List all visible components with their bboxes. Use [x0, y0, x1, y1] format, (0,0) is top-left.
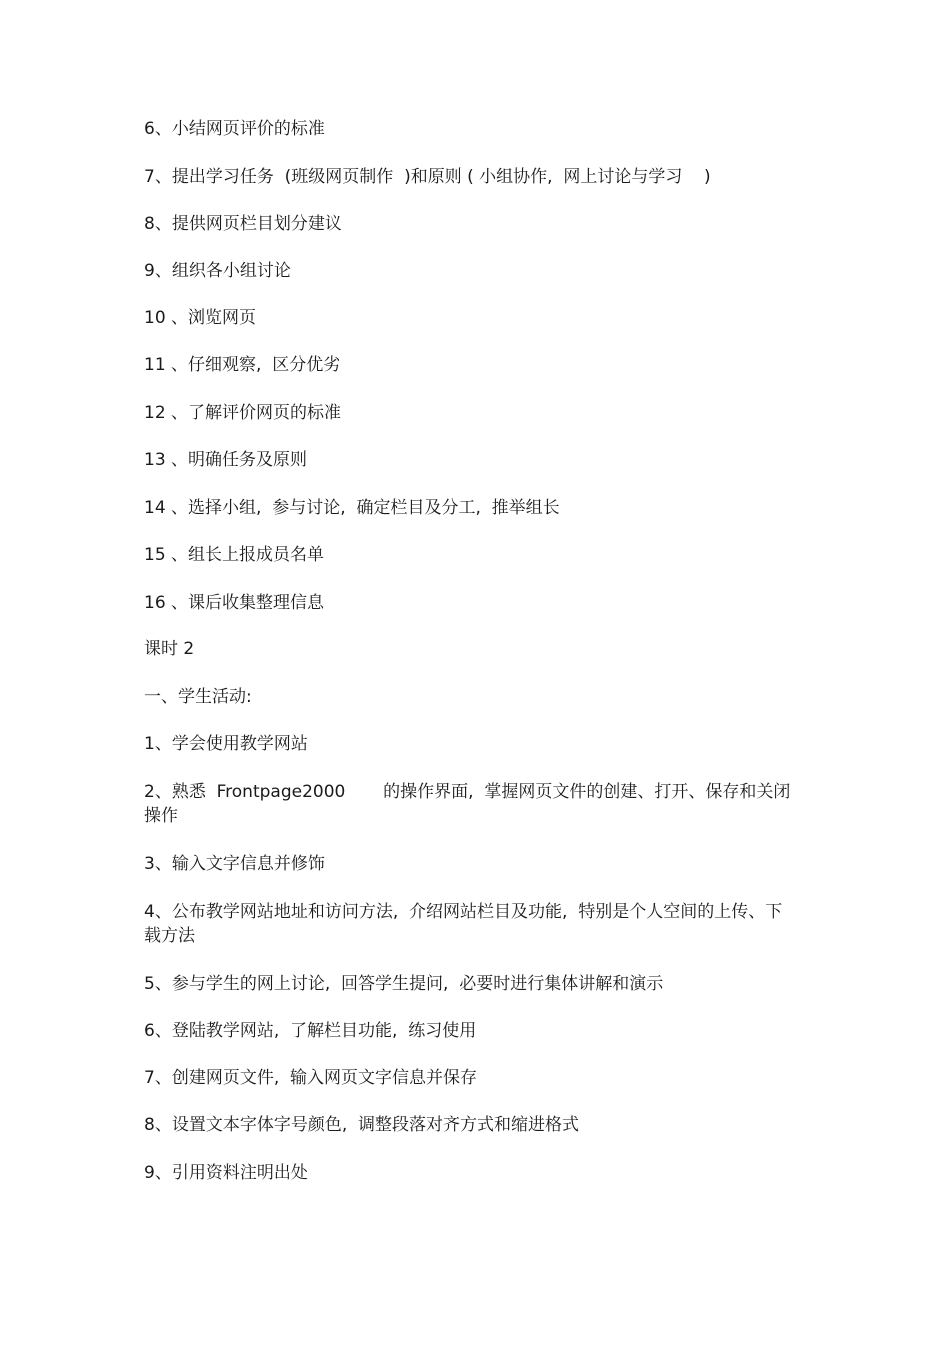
list-item-9-cite-source: 9、引用资料注明出处 [144, 1163, 308, 1183]
list-item-12-standard: 12 、了解评价网页的标准 [144, 403, 342, 423]
list-item-1-learn-site: 1、学会使用教学网站 [144, 734, 308, 754]
list-item-11-observe: 11 、仔细观察, 区分优劣 [144, 355, 341, 375]
list-item-10-browse: 10 、浏览网页 [144, 308, 257, 328]
list-item-7-create-file: 7、创建网页文件, 输入网页文字信息并保存 [144, 1068, 478, 1088]
list-item-7-task: 7、提出学习任务 (班级网页制作 )和原则 ( 小组协作, 网上讨论与学习 ) [144, 167, 711, 187]
list-item-15-report: 15 、组长上报成员名单 [144, 545, 325, 565]
list-item-16-collect: 16 、课后收集整理信息 [144, 593, 325, 613]
list-item-6-login: 6、登陆教学网站, 了解栏目功能, 练习使用 [144, 1021, 477, 1041]
list-item-14-group: 14 、选择小组, 参与讨论, 确定栏目及分工, 推举组长 [144, 498, 560, 518]
list-item-8-format-text: 8、设置文本字体字号颜色, 调整段落对齐方式和缩进格式 [144, 1115, 580, 1135]
list-item-5-participate: 5、参与学生的网上讨论, 回答学生提问, 必要时进行集体讲解和演示 [144, 974, 664, 994]
subsection-heading-student-activities: 一、学生活动: [144, 687, 252, 707]
list-item-8-suggestion: 8、提供网页栏目划分建议 [144, 214, 342, 234]
list-item-3-input-text: 3、输入文字信息并修饰 [144, 854, 325, 874]
list-item-6-summary: 6、小结网页评价的标准 [144, 119, 325, 139]
section-heading-lesson-2: 课时 2 [144, 639, 195, 659]
list-item-2-frontpage: 2、熟悉 Frontpage2000 的操作界面, 掌握网页文件的创建、打开、保存和关闭操作 [144, 782, 791, 826]
list-item-4-publish-site: 4、公布教学网站地址和访问方法, 介绍网站栏目及功能, 特别是个人空间的上传、下载方法 [144, 902, 783, 946]
list-item-9-discussion: 9、组织各小组讨论 [144, 261, 291, 281]
list-item-13-clarify: 13 、明确任务及原则 [144, 450, 308, 470]
